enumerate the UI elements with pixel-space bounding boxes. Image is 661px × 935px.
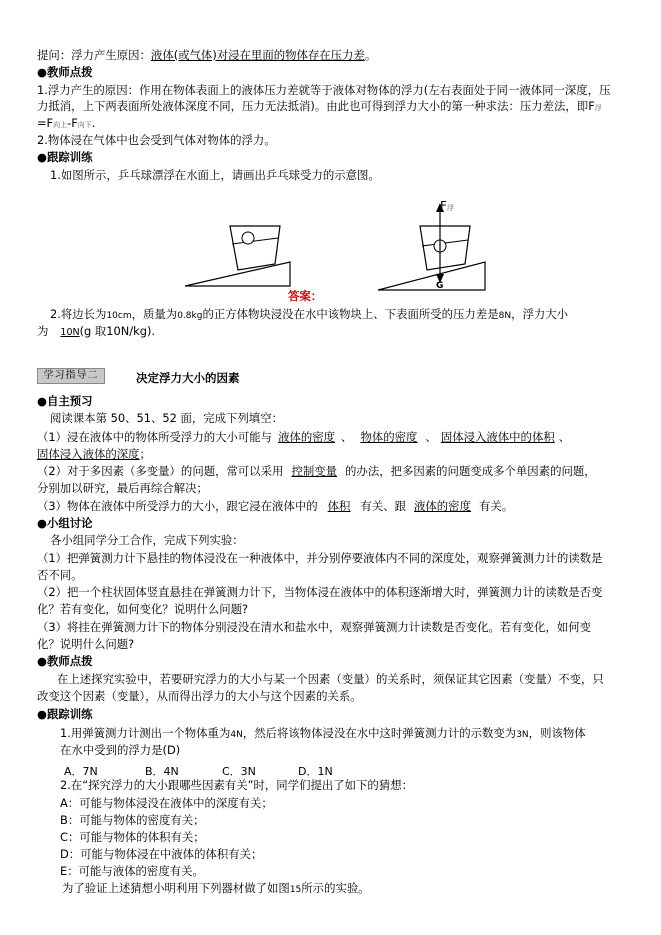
group-1b: 否不同。 (37, 568, 83, 582)
section-title: 决定浮力大小的因素 (136, 371, 240, 385)
question-2b: 为 10N(g 取10N/kg). (37, 324, 156, 338)
guess-b: B：可能与物体的密度有关； (60, 813, 205, 827)
question-2a: 2.将边长为10cm，质量为0.8kg的正方体物块浸没在水中该物块上、下表面所受的压力差是8N，浮力大小 (50, 307, 569, 321)
force-label-f: F浮 (440, 199, 454, 213)
force-label-g: G (436, 281, 444, 291)
self-2a: （2）对于多因素（多变量）的问题，常可以采用 控制变量 的办法，把多因素的问题变成多个单因素的问题， (37, 464, 596, 478)
heading-tracking-2: ●跟踪训练 (37, 707, 93, 721)
guess-d: D：可能与物体浸在中液体的体积有关； (60, 847, 263, 861)
heading-self-preview: ●自主预习 (37, 394, 93, 408)
question-line: 提问：浮力产生原因：液体(或气体)对浸在里面的物体存在压力差。 (37, 48, 377, 62)
question-1: 1.如图所示，乒乓球漂浮在水面上，请画出乒乓球受力的示意图。 (50, 168, 380, 182)
group-3b: 化？说明什么问题? (37, 637, 135, 651)
heading-group-discussion: ●小组讨论 (37, 516, 93, 530)
group-2a: （2）把一个柱状固体竖直悬挂在弹簧测力计下，当物体浸在液体中的体积逐渐增大时，弹簧测力计的读数是否变 (37, 585, 603, 599)
tips-1a: 在上述探究实验中，若要研究浮力的大小与某一个因素（变量）的关系时，须保证其它因素（变量）不变，只 (57, 672, 604, 686)
figure-floating-ball (180, 214, 305, 294)
section-tag: 学习指导二 (37, 368, 105, 384)
water-surface (232, 238, 278, 244)
group-2b: 化？若有变化，如何变化？说明什么问题? (37, 602, 249, 616)
group-3a: （3）将挂在弹簧测力计下的物体分别浸没在清水和盐水中，观察弹簧测力计读数是否变化。若有变化，如何变 (37, 620, 591, 634)
option-a: A．7N (64, 765, 98, 778)
guess-a: A：可能与物体浸没在液体中的深度有关； (60, 796, 273, 810)
heading-tracking: ●跟踪训练 (37, 150, 93, 164)
guess-c: C：可能与物体的体积有关； (60, 830, 205, 844)
group-1a: （1）把弹簧测力计下悬挂的物体浸没在一种液体中，并分别停要液体内不同的深度处，观察弹簧测力计的读数是 (37, 551, 603, 565)
track-1a: 1.用弹簧测力计测出一个物体重为4N，然后将该物体浸没在水中这时弹簧测力计的示数变为3N，则该物体 (60, 726, 586, 740)
para-1b: 力抵消，上下两表面所处液体深度不同，压力无法抵消)。由此也可得到浮力大小的第一种求法：压力差法，即F浮 (37, 99, 602, 113)
tips-1b: 改变这个因素（变量），从而得出浮力的大小与这个因素的关系。 (37, 689, 362, 703)
heading-teacher-tips: ●教师点拨 (37, 65, 93, 79)
beaker (230, 226, 280, 270)
self-1b: 固体浸入液体的深度； (37, 447, 151, 461)
answer-label: 答案： (288, 289, 323, 303)
option-c: C．3N (222, 765, 256, 778)
self-2b: 分别加以研究，最后再综合解决； (37, 481, 208, 495)
group-intro: 各小组同学分工合作，完成下列实验： (50, 533, 244, 547)
track-3: 为了验证上述猜想小明利用下列器材做了如图15所示的实验。 (62, 881, 370, 895)
track-2: 2.在“探究浮力的大小跟哪些因素有关”时，同学们提出了如下的猜想： (60, 778, 413, 792)
option-b: B．4N (145, 765, 179, 778)
para-1a: 1.浮力产生的原因：作用在物体表面上的液体压力差就等于液体对物体的浮力(左右表面处于同一液体同一深度，压 (37, 83, 611, 97)
answer-text: 液体(或气体)对浸在里面的物体存在压力差 (150, 48, 365, 62)
heading-teacher-tips-2: ●教师点拨 (37, 654, 93, 668)
self-intro: 阅读课本第 50、51、52 面，完成下列填空： (50, 411, 283, 425)
figure-force-diagram (375, 198, 495, 296)
self-3: （3）物体在液体中所受浮力的大小，跟它浸在液体中的 体积 有关、跟 液体的密度 有关。 (37, 499, 514, 513)
guess-e: E：可能与液体的密度有关。 (60, 864, 204, 878)
ping-pong-ball (242, 232, 254, 244)
option-d: D．1N (298, 765, 333, 778)
track-1b: 在水中受到的浮力是(D) (60, 743, 181, 757)
para-2: 2.物体浸在气体中也会受到气体对物体的浮力。 (37, 133, 276, 147)
para-1c: =F向上-F向下. (37, 116, 96, 130)
self-1a: （1）浸在液体中的物体所受浮力的大小可能与 液体的密度 、 物体的密度 、 固体浸入液体中的体积 、 (37, 430, 571, 444)
